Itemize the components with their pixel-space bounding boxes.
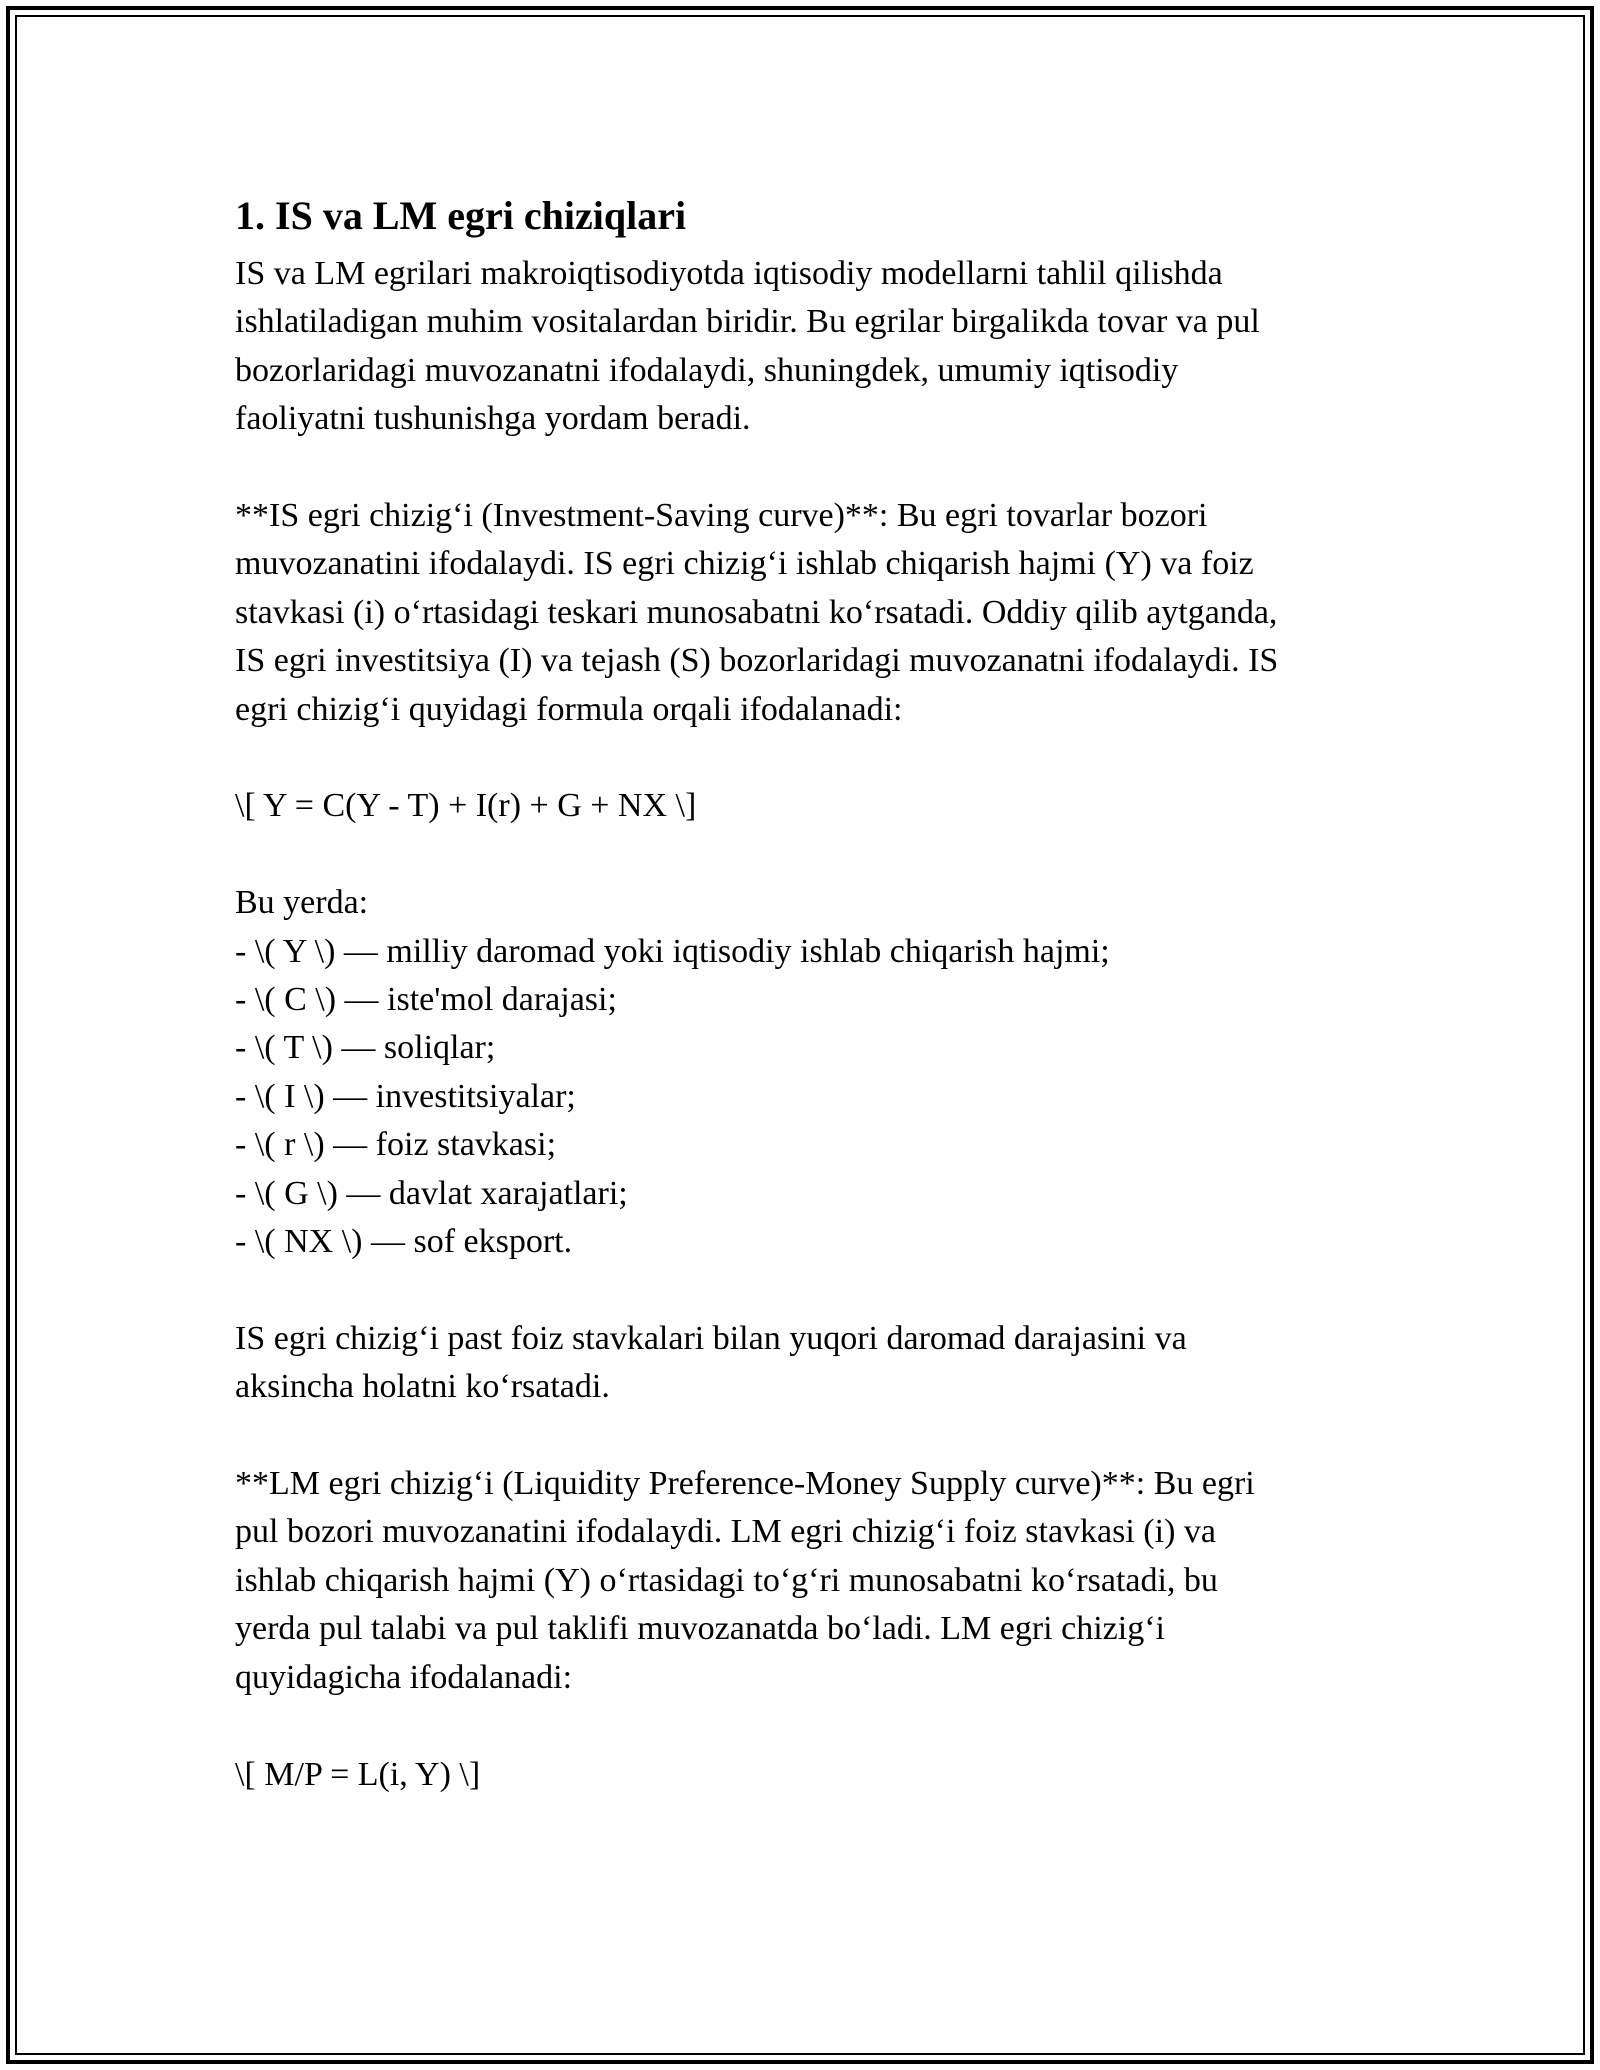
text-line: IS egri chizig‘i past foiz stavkalari bilan yuqori daromad darajasini va bbox=[235, 1319, 1187, 1357]
text-line: \[ M/P = L(i, Y) \] bbox=[235, 1755, 481, 1793]
text-line bbox=[235, 1702, 1375, 1750]
text-line bbox=[235, 1266, 1375, 1314]
text-line: ishlatiladigan muhim vositalardan biridir. Bu egrilar birgalikda tovar va pul bbox=[235, 303, 1260, 341]
text-line: bozorlaridagi muvozanatni ifodalaydi, shuningdek, umumiy iqtisodiy bbox=[235, 351, 1179, 389]
text-line: - \( I \) — investitsiyalar; bbox=[235, 1077, 576, 1115]
text-line: muvozanatini ifodalaydi. IS egri chizig‘i ishlab chiqarish hajmi (Y) va foiz bbox=[235, 545, 1254, 583]
text-line: **LM egri chizig‘i (Liquidity Preference-Money Supply curve)**: Bu egri bbox=[235, 1465, 1255, 1503]
text-line: - \( T \) — soliqlar; bbox=[235, 1029, 496, 1067]
text-line: - \( NX \) — sof eksport. bbox=[235, 1223, 573, 1261]
text-lines bbox=[235, 250, 1375, 1799]
text-line: yerda pul talabi va pul taklifi muvozanatda bo‘ladi. LM egri chizig‘i bbox=[235, 1610, 1165, 1648]
text-line: - \( G \) — davlat xarajatlari; bbox=[235, 1174, 628, 1212]
text-line: quyidagicha ifodalanadi: bbox=[235, 1658, 573, 1696]
text-line: pul bozori muvozanatini ifodalaydi. LM egri chizig‘i foiz stavkasi (i) va bbox=[235, 1513, 1216, 1551]
text-line: aksincha holatni ko‘rsatadi. bbox=[235, 1368, 610, 1406]
text-line: IS va LM egrilari makroiqtisodiyotda iqtisodiy modellarni tahlil qilishda bbox=[235, 255, 1223, 292]
text-line bbox=[235, 734, 1375, 782]
text-line: - \( C \) — iste'mol darajasi; bbox=[235, 981, 617, 1019]
section-heading: 1. IS va LM egri chiziqlari bbox=[235, 193, 687, 238]
text-line: - \( Y \) — milliy daromad yoki iqtisodiy ishlab chiqarish hajmi; bbox=[235, 932, 1110, 970]
text-line: **IS egri chizig‘i (Investment-Saving curve)**: Bu egri tovarlar bozori bbox=[235, 497, 1208, 535]
text-line bbox=[235, 444, 1375, 492]
document-body bbox=[235, 188, 1375, 1799]
text-line: \[ Y = C(Y - T) + I(r) + G + NX \] bbox=[235, 787, 697, 825]
text-line bbox=[235, 1412, 1375, 1460]
text-line: egri chizig‘i quyidagi formula orqali ifodalanadi: bbox=[235, 690, 903, 728]
text-line: stavkasi (i) o‘rtasidagi teskari munosabatni ko‘rsatadi. Oddiy qilib aytganda, bbox=[235, 593, 1278, 631]
text-line: IS egri investitsiya (I) va tejash (S) bozorlaridagi muvozanatni ifodalaydi. IS bbox=[235, 642, 1279, 680]
text-line bbox=[235, 831, 1375, 879]
text-line: ishlab chiqarish hajmi (Y) o‘rtasidagi to‘g‘ri munosabatni ko‘rsatadi, bu bbox=[235, 1561, 1218, 1599]
text-line: Bu yerda: bbox=[235, 884, 369, 922]
text-line: faoliyatni tushunishga yordam beradi. bbox=[235, 400, 751, 438]
text-line: - \( r \) — foiz stavkasi; bbox=[235, 1126, 557, 1164]
